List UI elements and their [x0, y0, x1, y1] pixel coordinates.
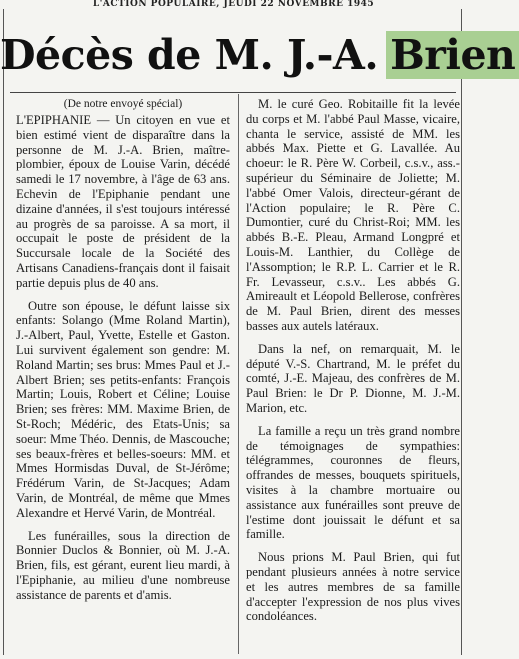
headline-highlighted-name: Brien [386, 31, 519, 79]
column-divider [238, 94, 239, 654]
paragraph: M. le curé Geo. Robitaille fit la levée du corps et M. l'abbé Paul Masse, vicaire, chanta le service, assisté de MM. les abbés Max. Piette et G. Lavallée. Au choeur: le R. Père W. Corbeil, c.s.v., ass.-supérieur du Séminaire de Joliette; M. l'abbé Omer Valois, directeur-gérant de l'Action populaire; le R. Père C. Dumontier, curé du Christ-Roi; MM. les abbés B.-E. Pleau, Armand Longpré et Louis-M. Lanthier, du Collège de l'Assomption; le R.P. L. Carrier et le R. Fr. Levasseur, c.s.v.. Les abbés G. Amireault et Léopold Bellerose, confrères de M. Paul Brien, dirent des messes basses aux autels latéraux. [246, 97, 460, 333]
paragraph: Les funérailles, sous la direction de Bonnier Duclos & Bonnier, où M. J.-A. Brien, fils, est gérant, eurent lieu mardi, à l'Epiphanie, au milieu d'une nombreuse assistance de parents et d'amis. [16, 528, 230, 602]
headline-text: Décès de M. J.-A. [0, 31, 379, 79]
paragraph: Dans la nef, on remarquait, M. le député V.-S. Chartrand, M. le préfet du comté, J.-E. Majeau, des confrères de M. Paul Brien: le Dr P. Dionne, M. J.-M. Marion, etc. [246, 341, 460, 415]
paragraph: L'EPIPHANIE — Un citoyen en vue et bien estimé vient de disparaître dans la personne de M. J.-A. Brien, maître-plombier, époux de Louise Varin, décédé samedi le 17 novembre, à l'âge de 63 ans. Echevin de l'Epiphanie pendant une dizaine d'années, il s'est toujours intéressé au progrès de sa paroisse. A sa mort, il occupait le poste de président de la Succursale locale de la Société des Artisans Canadiens-français dont il faisait partie depuis plus de 40 ans. [16, 113, 230, 290]
right-column [246, 97, 460, 624]
left-column [16, 97, 230, 603]
paragraph: Nous prions M. Paul Brien, qui fut pendant plusieurs années à notre service et les autres membres de sa famille d'accepter l'expression de nos plus vives condoléances. [246, 550, 460, 624]
headline-rule [10, 92, 456, 93]
article-headline [0, 27, 516, 87]
newspaper-masthead: L'ACTION POPULAIRE, JEUDI 22 NOVEMBRE 1945 [92, 0, 375, 9]
paragraph: Outre son épouse, le défunt laisse six enfants: Solango (Mme Roland Martin), J.-Albert, Paul, Yvette, Estelle et Gaston. Lui survivent également son gendre: M. Roland Martin; ses brus: Mmes Paul et J.-Albert Brien; ses petits-enfants: François Martin; Louis, Robert et Céline; Louise Brien; ses frères: MM. Maxime Brien, de St-Roch; Médéric, des Etats-Unis; sa soeur: Mme Théo. Dennis, de Mascouche; ses beaux-frères et belles-soeurs: MM. et Mmes Hormisdas Duval, de St-Jérôme; Frédérum Varin, de St-Jacques; Adam Varin, de Montréal, de même que Mmes Alexandre et Hervé Varin, de Montréal. [16, 298, 230, 520]
byline: (De notre envoyé spécial) [63, 98, 183, 110]
paragraph: La famille a reçu un très grand nombre de témoignages de sympathies: télégrammes, couronnes de fleurs, offrandes de messes, bouquets spirituels, visites à la chambre mortuaire ou assistance aux funérailles sont preuve de l'estime dont jouissait le défunt et sa famille. [246, 423, 460, 542]
